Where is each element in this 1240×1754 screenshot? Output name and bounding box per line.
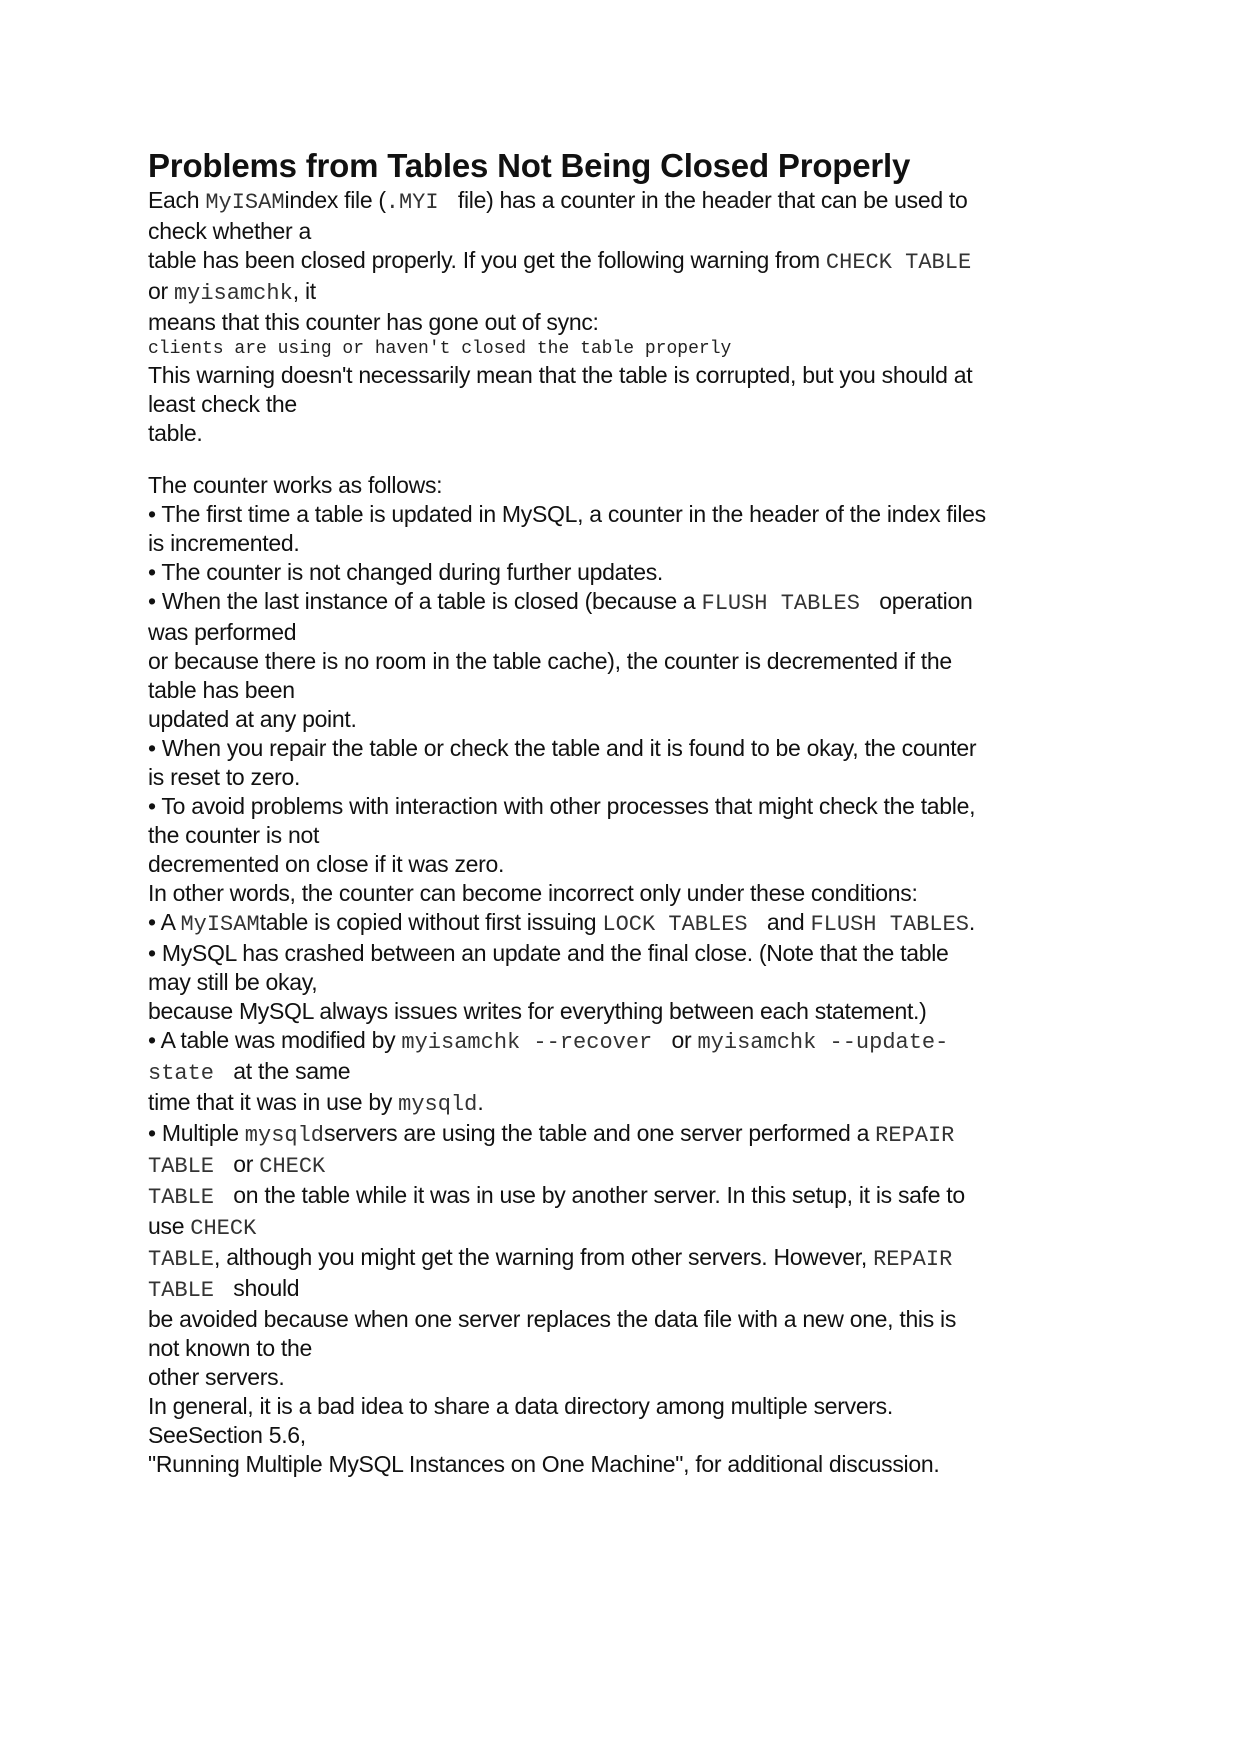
inline-code: myisamchk --update- (697, 1030, 949, 1055)
text-line (148, 246, 1108, 277)
inline-code: TABLE (148, 1185, 228, 1210)
text-line (148, 1363, 1108, 1392)
text-run: be avoided because when one server replaces the data file with a new one, this is (148, 1306, 957, 1332)
text-run: or (148, 278, 174, 304)
text-run: time that it was in use by (148, 1089, 399, 1115)
text-run: . (968, 909, 976, 935)
text-run: use (148, 1213, 191, 1239)
text-run: not known to the (148, 1335, 312, 1361)
inline-code: REPAIR (873, 1247, 953, 1272)
text-line (148, 1119, 1108, 1150)
text-line (148, 1150, 1108, 1181)
text-run: • The first time a table is updated in MySQL, a counter in the header of the index files (148, 501, 986, 527)
text-line (148, 1088, 1108, 1119)
text-run: • When you repair the table or check the table and it is found to be okay, the counter (148, 735, 977, 761)
text-line (148, 1305, 1108, 1334)
text-run: Each (148, 187, 206, 213)
text-line (148, 968, 1108, 997)
inline-code: TABLE (148, 1247, 215, 1272)
text-line (148, 821, 1108, 850)
text-run: or (665, 1027, 698, 1053)
text-line (148, 361, 1108, 390)
text-run: table is copied without first issuing (259, 909, 603, 935)
text-run: decremented on close if it was zero. (148, 851, 505, 877)
text-line (148, 763, 1108, 792)
text-line (148, 734, 1108, 763)
inline-code: CHECK (259, 1154, 326, 1179)
inline-code: MyISAM (205, 190, 285, 215)
text-run: In general, it is a bad idea to share a data directory among multiple servers. (148, 1393, 893, 1419)
text-line (148, 705, 1108, 734)
text-run: was performed (148, 619, 297, 645)
inline-code: FLUSH TABLES (701, 591, 874, 616)
text-run: on the table while it was in use by another server. In this setup, it is safe to (227, 1182, 965, 1208)
text-run: operation (873, 588, 973, 614)
inline-code: REPAIR (875, 1123, 955, 1148)
text-line (148, 558, 1108, 587)
text-run: table has been closed properly. If you get the following warning from (148, 247, 826, 273)
text-line (148, 1026, 1108, 1057)
text-run: file) has a counter in the header that can be used to (451, 187, 968, 213)
text-run: check whether a (148, 218, 311, 244)
document-page (148, 146, 1108, 1479)
text-line (148, 879, 1108, 908)
text-run: . (477, 1089, 484, 1115)
intro-paragraph (148, 186, 1108, 337)
text-line (148, 792, 1108, 821)
text-line (148, 217, 1108, 246)
text-line (148, 1334, 1108, 1363)
inline-code: TABLE (148, 1154, 228, 1179)
text-line (148, 997, 1108, 1026)
text-run: "Running Multiple MySQL Instances on One Machine", for additional discussion. (148, 1451, 940, 1477)
text-run: the counter is not (148, 822, 320, 848)
inline-code: LOCK TABLES (602, 912, 761, 937)
text-line (148, 277, 1108, 308)
paragraph-gap (148, 448, 1108, 471)
text-run: In other words, the counter can become incorrect only under these conditions: (148, 880, 918, 906)
text-run: • When the last instance of a table is closed (because a (148, 588, 702, 614)
text-run: SeeSection 5.6, (148, 1422, 306, 1448)
text-line (148, 1212, 1108, 1243)
text-line (148, 618, 1108, 647)
inline-code: FLUSH TABLES (810, 912, 969, 937)
text-run: updated at any point. (148, 706, 357, 732)
inline-code: mysqld (244, 1123, 325, 1148)
text-run: , it (292, 278, 316, 304)
text-run: , although you might get the warning from other servers. However, (214, 1244, 874, 1270)
text-run: • To avoid problems with interaction with other processes that might check the table, (148, 793, 976, 819)
warning-message-code: clients are using or haven't closed the table properly (148, 339, 732, 359)
text-line (148, 529, 1108, 558)
text-run: This warning doesn't necessarily mean that the table is corrupted, but you should at (148, 362, 973, 388)
counter-explanation-section (148, 471, 1108, 1479)
text-run: may still be okay, (148, 969, 318, 995)
inline-code: myisamchk (173, 281, 293, 306)
text-run: • A (148, 909, 181, 935)
text-run: table has been (148, 677, 295, 703)
text-line (148, 1274, 1108, 1305)
text-run: is reset to zero. (148, 764, 301, 790)
text-line (148, 587, 1108, 618)
text-run: is incremented. (148, 530, 300, 556)
warning-explanation-paragraph (148, 361, 1108, 448)
text-line (148, 908, 1108, 939)
text-run: other servers. (148, 1364, 285, 1390)
text-run: • The counter is not changed during further updates. (148, 559, 663, 585)
text-run: servers are using the table and one server performed a (324, 1120, 876, 1146)
inline-code: .MYI (385, 190, 452, 215)
text-line (148, 390, 1108, 419)
text-run: • MySQL has crashed between an update and the final close. (Note that the table (148, 940, 949, 966)
text-line (148, 471, 1108, 500)
text-line (148, 1421, 1108, 1450)
inline-code: CHECK (190, 1216, 257, 1241)
text-run: means that this counter has gone out of sync: (148, 309, 599, 335)
text-line (148, 1243, 1108, 1274)
text-line (148, 1057, 1108, 1088)
text-run: should (227, 1275, 300, 1301)
text-line (148, 308, 1108, 337)
text-run: or (227, 1151, 260, 1177)
text-line (148, 676, 1108, 705)
text-line (148, 186, 1108, 217)
inline-code: myisamchk --recover (401, 1030, 666, 1055)
inline-code: state (148, 1061, 228, 1086)
inline-code: MyISAM (180, 912, 260, 937)
text-run: table. (148, 420, 203, 446)
text-line (148, 419, 1108, 448)
text-run: The counter works as follows: (148, 472, 443, 498)
text-line (148, 939, 1108, 968)
text-run: • Multiple (148, 1120, 245, 1146)
text-run: • A table was modified by (148, 1027, 402, 1053)
text-run: index file ( (284, 187, 386, 213)
text-line (148, 647, 1108, 676)
text-line (148, 850, 1108, 879)
text-run: least check the (148, 391, 297, 417)
text-run: at the same (227, 1058, 351, 1084)
text-run: because MySQL always issues writes for everything between each statement.) (148, 998, 927, 1024)
page-title: Problems from Tables Not Being Closed Properly (148, 147, 911, 184)
inline-code: mysqld (398, 1092, 478, 1117)
text-run: and (760, 909, 811, 935)
text-line (148, 1392, 1108, 1421)
inline-code: TABLE (148, 1278, 228, 1303)
text-line (148, 1450, 1108, 1479)
text-run: or because there is no room in the table cache), the counter is decremented if the (148, 648, 952, 674)
text-line (148, 500, 1108, 529)
inline-code: CHECK TABLE (825, 250, 972, 275)
text-line (148, 1181, 1108, 1212)
